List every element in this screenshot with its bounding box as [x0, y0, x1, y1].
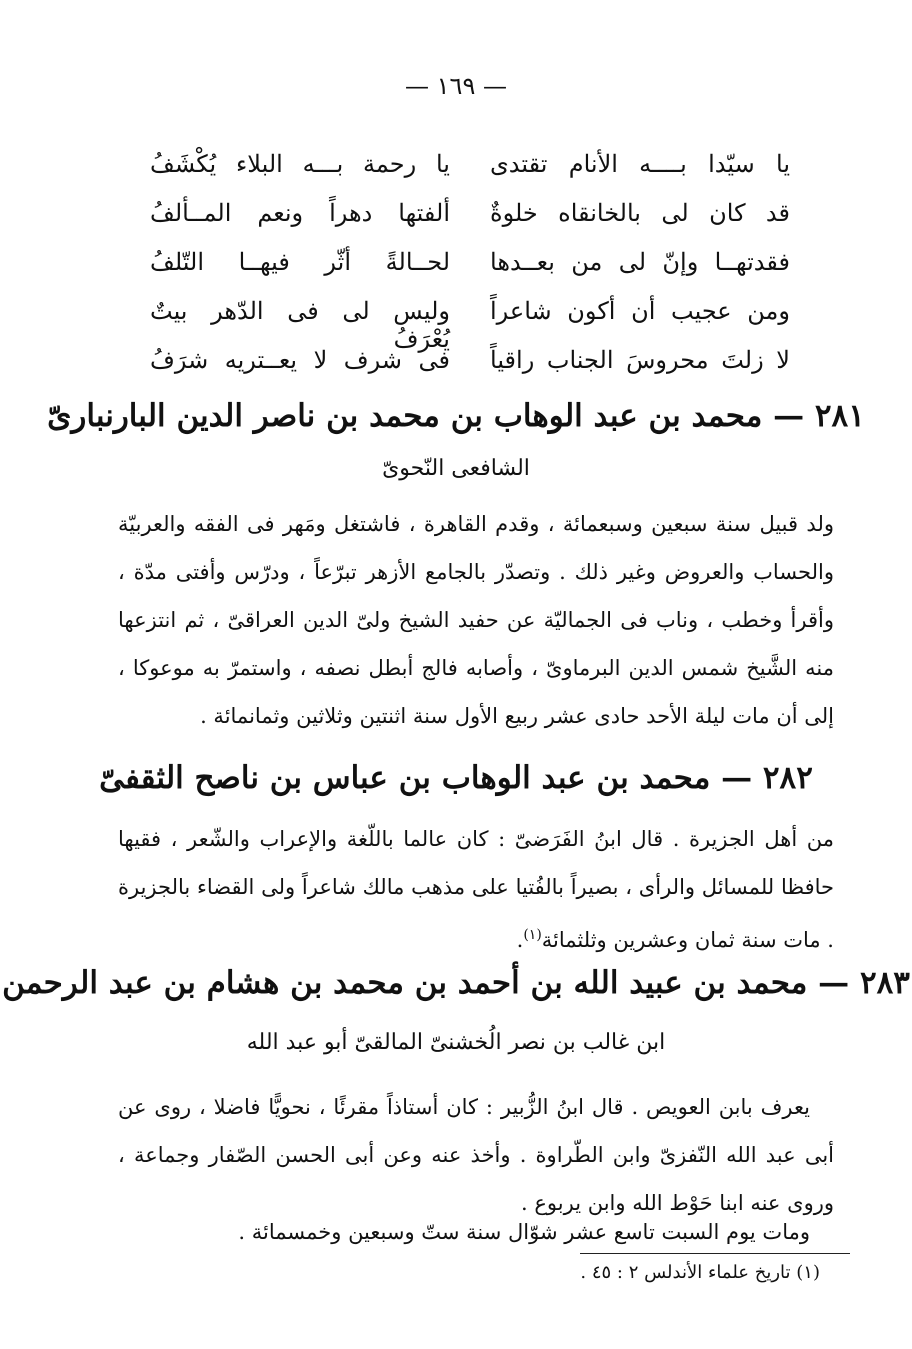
footnote: (١) تاريخ علماء الأندلس ٢ : ٤٥ . [580, 1262, 820, 1283]
verse-line [150, 297, 790, 353]
entry-body [118, 815, 834, 964]
verse-second-hemistich: فى شرف لا يعــتريه شرَفُ [150, 346, 450, 374]
entry-body-text: من أهل الجزيرة . قال ابنُ الفَرَضىّ : كان عالما باللّغة والإعراب والشّعر ، فقيها حافظا للمسائل والرأى ، بصيراً بالفُتيا على مذهب مالك شاعراً ولى القضاء بالجزيرة . مات سنة ثمان وعشرين وثلثمائة [118, 827, 834, 952]
verse-second-hemistich: ألفتها دهراً ونعم المــألفُ [150, 199, 450, 227]
verse-first-hemistich: فقدتهــا وإنّ لى من بعــدها [490, 248, 790, 276]
entry-subheading: الشافعى النّحوىّ [382, 456, 530, 481]
footnote-divider [580, 1253, 850, 1254]
verse-first-hemistich: ومن عجيب أن أكون شاعراً [490, 297, 790, 325]
verse-second-hemistich: وليس لى فى الدّهر بيتٌ يُعْرَفُ [150, 297, 450, 353]
entry-body-death: ومات يوم السبت تاسع عشر شوّال سنة ستّ وسبعين وخمسمائة . [238, 1220, 810, 1244]
verse-line [150, 346, 790, 396]
verse-line [150, 199, 790, 249]
period: . [516, 928, 524, 952]
page-number: — ١٦٩ — [405, 72, 507, 100]
entry-heading: ٢٨٢ — محمد بن عبد الوهاب بن عباس بن ناصح الثقفىّ [99, 760, 813, 796]
verse-second-hemistich: يا رحمة بـــه البلاء يُكْشَفُ [150, 150, 450, 178]
footnote-mark: (١) [523, 927, 542, 943]
verse-first-hemistich: يا سيّدا بــــه الأنام تقتدى [490, 150, 790, 178]
verse-first-hemistich: لا زلتَ محروسَ الجناب راقياً [490, 346, 790, 374]
entry-body: ولد قبيل سنة سبعين وسبعمائة ، وقدم القاهرة ، فاشتغل ومَهر فى الفقه والعربيّة والحساب والعروض وغير ذلك . وتصدّر بالجامع الأزهر تبرّعاً ، ودرّس وأفتى مدّة ، وأقرأ وخطب ، وناب فى الجماليّة عن حفيد الشيخ ولىّ الدين العراقىّ ، ثم انتزعها منه الشَّيخ شمس الدين البرماوىّ ، وأصابه فالج أبطل نصفه ، واستمرّ به موعوكا ، إلى أن مات ليلة الأحد حادى عشر ربيع الأول سنة اثنتين وثلاثين وثمانمائة . [118, 512, 834, 728]
entry-body: يعرف بابن العويص . قال ابنُ الزُّبير : كان أستاذاً مقرئًا ، نحويًّا فاضلا ، روى عن أبى عبد الله النّفزىّ وابن الطّراوة . وأخذ عنه وعن أبى الحسن الصّفار وجماعة ، وروى عنه ابنا حَوْط الله وابن يربوع . [118, 1095, 834, 1215]
verse-second-hemistich: لحــالةً أثّر فيهــا التّلفُ [150, 248, 450, 276]
entry-heading: ٢٨١ — محمد بن عبد الوهاب بن محمد بن ناصر الدين البارنبارىّ [47, 398, 865, 434]
verse-line [150, 150, 790, 200]
verse-line [150, 248, 790, 298]
verse-first-hemistich: قد كان لى بالخانقاه خلوةٌ [490, 199, 790, 227]
entry-heading: ٢٨٣ — محمد بن عبيد الله بن أحمد بن محمد بن هشام بن عبد الرحمن [2, 965, 910, 1001]
entry-subheading: ابن غالب بن نصر الُخشنىّ المالقىّ أبو عبد الله [246, 1030, 666, 1055]
